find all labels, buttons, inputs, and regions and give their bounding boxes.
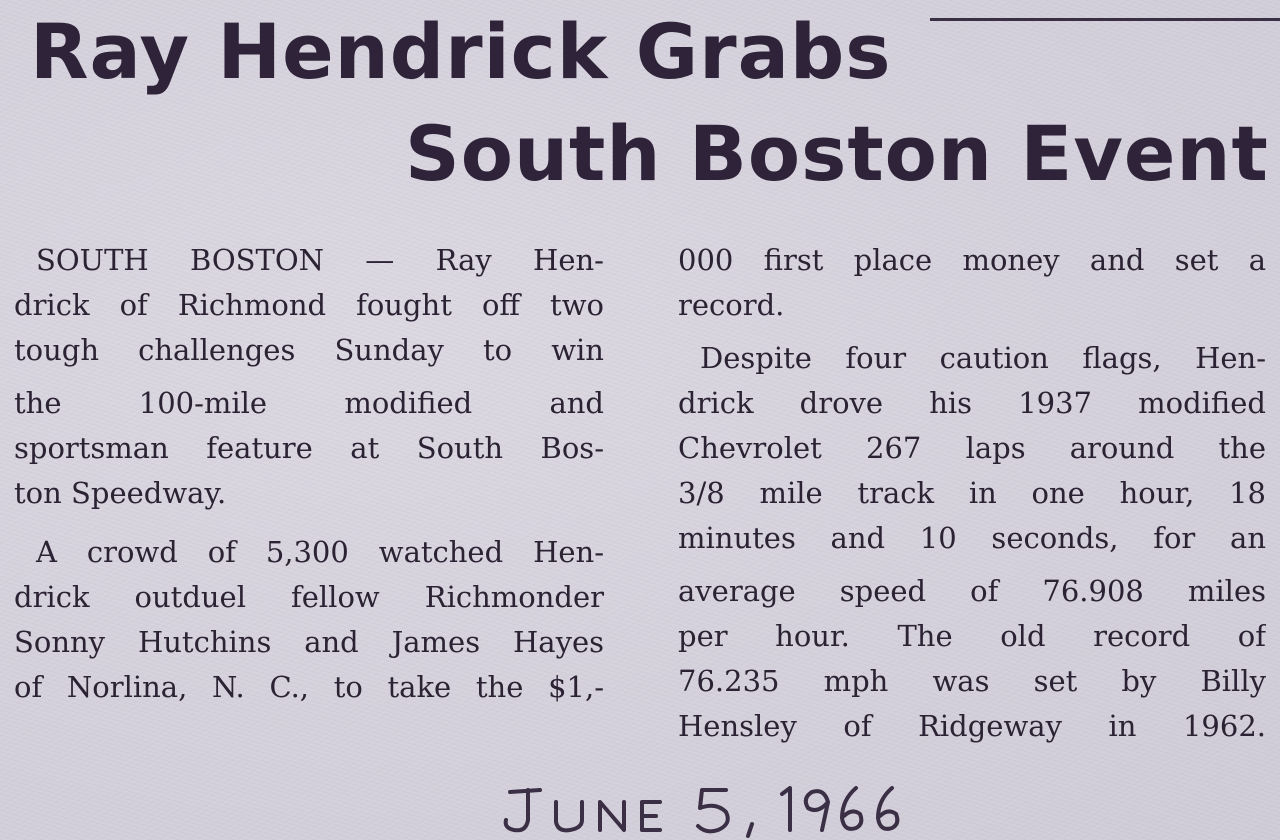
article-line: Hensley of Ridgeway in 1962. [678, 709, 1266, 743]
article-line: tough challenges Sunday to win [14, 333, 604, 367]
article-line: 76.235 mph was set by Billy [678, 664, 1266, 698]
article-column-right [678, 238, 1266, 749]
headline-line-1: Ray Hendrick Grabs [30, 7, 892, 96]
article-line: Sonny Hutchins and James Hayes [14, 625, 604, 659]
headline-rule [930, 18, 1280, 21]
article-line: A crowd of 5,300 watched Hen- [36, 535, 604, 569]
article-line: drick of Richmond fought off two [14, 288, 604, 322]
handwritten-date [490, 772, 910, 840]
article-line: sportsman feature at South Bos- [14, 431, 604, 465]
handwritten-date-drawing [490, 772, 910, 840]
headline-line-2: South Boston Event [405, 109, 1269, 198]
article-line: ton Speedway. [14, 476, 227, 510]
article-line: Despite four caution flags, Hen- [700, 341, 1266, 375]
article-line: Chevrolet 267 laps around the [678, 431, 1266, 465]
article-line: average speed of 76.908 miles [678, 574, 1266, 608]
article-column-left [14, 238, 604, 710]
article-line: of Norlina, N. C., to take the $1,- [14, 670, 604, 704]
article-line: record. [678, 288, 785, 322]
article-line: 000 first place money and set a [678, 243, 1266, 277]
article-line: minutes and 10 seconds, for an [678, 521, 1266, 555]
article-line: drick outduel fellow Richmonder [14, 580, 604, 614]
article-line: per hour. The old record of [678, 619, 1266, 653]
article-line: drick drove his 1937 modified [678, 386, 1266, 420]
article-line: SOUTH BOSTON — Ray Hen- [36, 243, 604, 277]
article-line: 3/8 mile track in one hour, 18 [678, 476, 1266, 510]
article-line: the 100-mile modified and [14, 386, 604, 420]
